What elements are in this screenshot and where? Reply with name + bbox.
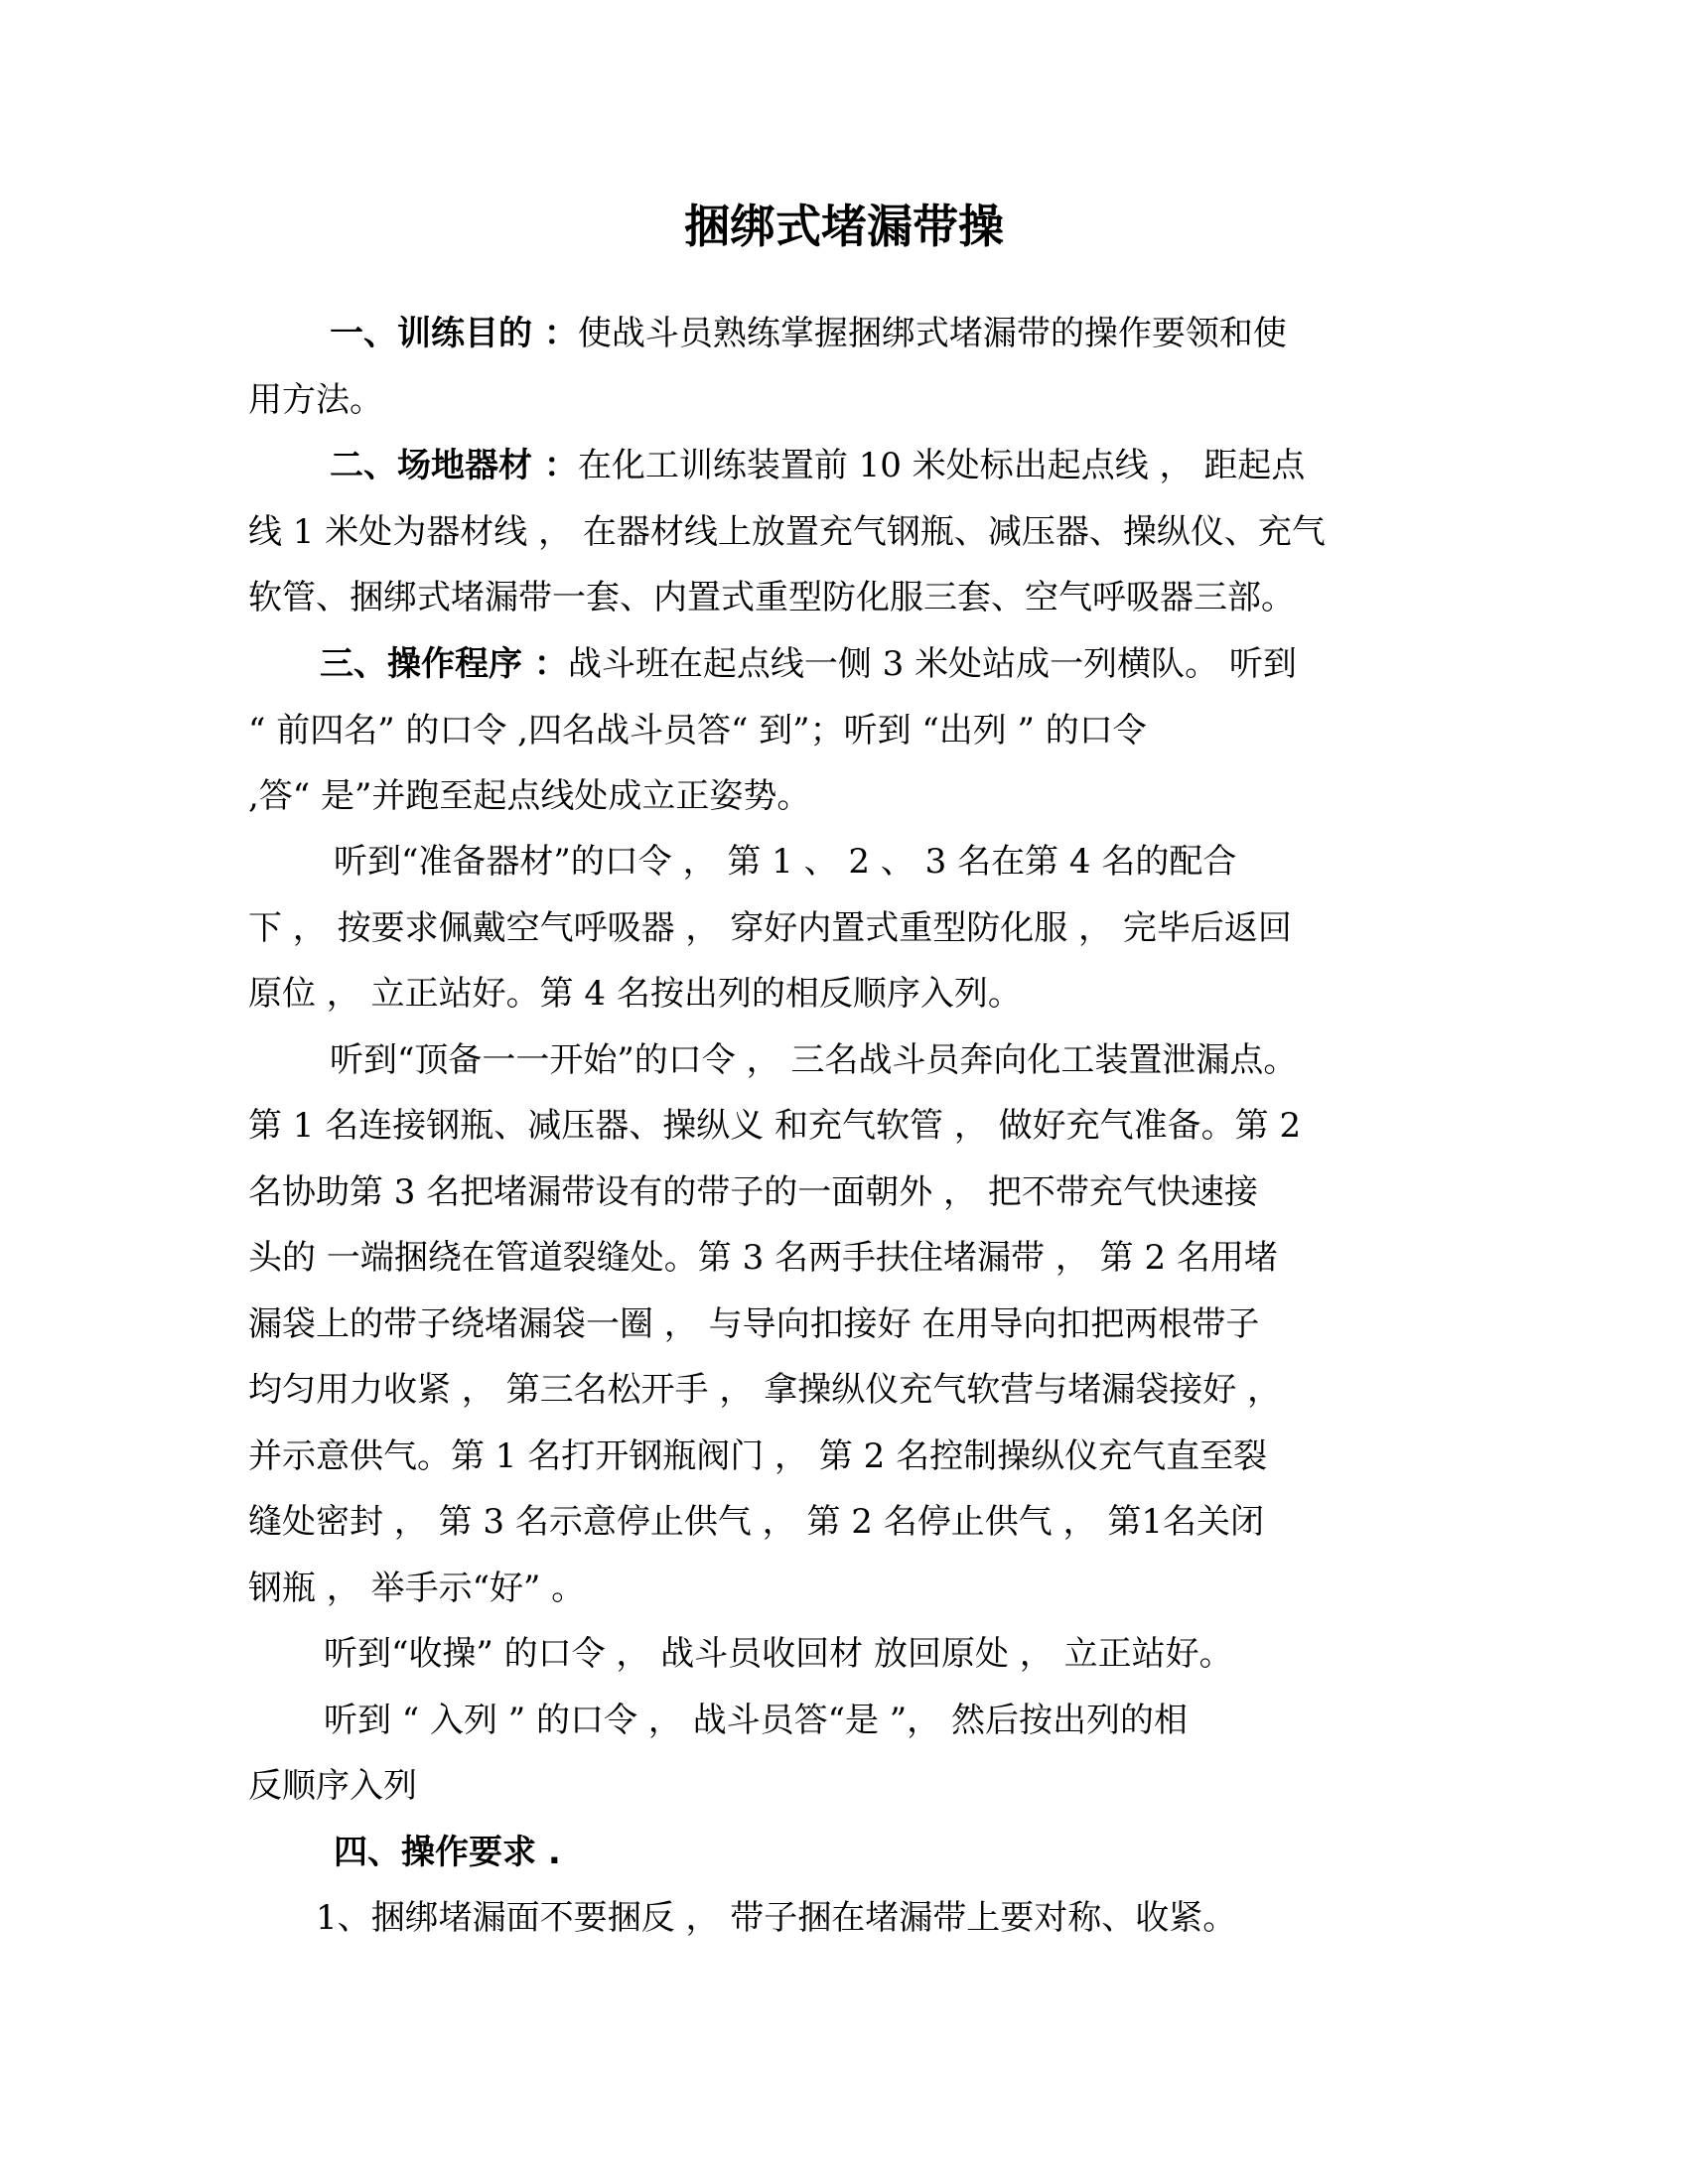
requirement-item-1: 1、捆绑堵漏面不要捆反 ， 带子捆在堵漏带上要对称、收紧。 (316, 1898, 1237, 1938)
start-line5: 漏袋上的带子绕堵漏袋一圈 ， 与导向扣接好 在用导向扣把两根带子 (248, 1304, 1260, 1344)
section3-line3: ,答“ 是”并跑至起点线处成立正姿势。 (248, 776, 811, 816)
section3-text1: 战斗班在起点线一侧 3 米处站成一列横队。 听到 (567, 644, 1297, 684)
start-line7: 并示意供气。第 1 名打开钢瓶阀门 ， 第 2 名控制操纵仪充气直至裂 (248, 1436, 1268, 1476)
start-line1: 听到“顶备一一开始”的口令 ， 三名战斗员奔向化工装置泄漏点。 (330, 1040, 1298, 1080)
section2-heading: 二、场地器材 ： (330, 446, 578, 485)
start-line9: 钢瓶 ， 举手示“好” 。 (248, 1569, 586, 1608)
section1-line2: 用方法。 (248, 380, 383, 420)
section4-heading: 四、操作要求 . (334, 1833, 561, 1872)
document-title: 捆绑式堵漏带操 (684, 200, 1004, 253)
start-line4: 头的 一端捆绕在管道裂缝处。第 3 名两手扶住堵漏带 ， 第 2 名用堵 (248, 1238, 1278, 1278)
section2-line3: 软管、捆绑式堵漏带一套、内置式重型防化服三套、空气呼吸器三部。 (248, 578, 1295, 617)
section2-line1 (330, 441, 1305, 490)
section1-line1 (330, 309, 1287, 358)
start-line8: 缝处密封 ， 第 3 名示意停止供气 ， 第 2 名停止供气 ， 第1名关闭 (248, 1502, 1264, 1542)
return-line1: 听到 “ 入列 ” 的口令 ， 战斗员答“是 ”， 然后按出列的相 (324, 1701, 1188, 1740)
section1-text1: 使战斗员熟练掌握捆绑式堵漏带的操作要领和使 (577, 314, 1287, 353)
prepare-line2: 下 ， 按要求佩戴空气呼吸器 ， 穿好内置式重型防化服 ， 完毕后返回 (248, 908, 1292, 948)
section2-line2: 线 1 米处为器材线 ， 在器材线上放置充气钢瓶、减压器、操纵仪、充气 (248, 512, 1326, 552)
section1-heading: 一、训练目的 ： (330, 314, 578, 353)
collect-line1: 听到“收操” 的口令 ， 战斗员收回材 放回原处 ， 立正站好。 (324, 1634, 1233, 1674)
section2-text1: 在化工训练装置前 10 米处标出起点线 ， 距起点 (577, 446, 1306, 485)
section3-line2: “ 前四名” 的口令 ,四名战斗员答“ 到”；听到 “出列 ” 的口令 (248, 711, 1147, 751)
section3-heading: 三、操作程序 ： (320, 644, 568, 684)
section3-line1 (320, 639, 1297, 689)
start-line3: 名协助第 3 名把堵漏带设有的带子的一面朝外 ， 把不带充气快速接 (248, 1172, 1258, 1212)
return-line2: 反顺序入列 (248, 1766, 417, 1806)
start-line6: 均匀用力收紧 ， 第三名松开手 ， 拿操纵仪充气软营与堵漏袋接好 ， (248, 1370, 1282, 1410)
prepare-line3: 原位 ， 立正站好。第 4 名按出列的相反顺序入列。 (248, 974, 1022, 1014)
prepare-line1: 听到“准备器材”的口令 ， 第 1 、 2 、 3 名在第 4 名的配合 (334, 842, 1237, 882)
start-line2: 第 1 名连接钢瓶、减压器、操纵义 和充气软管 ， 做好充气准备。第 2 (248, 1106, 1302, 1146)
